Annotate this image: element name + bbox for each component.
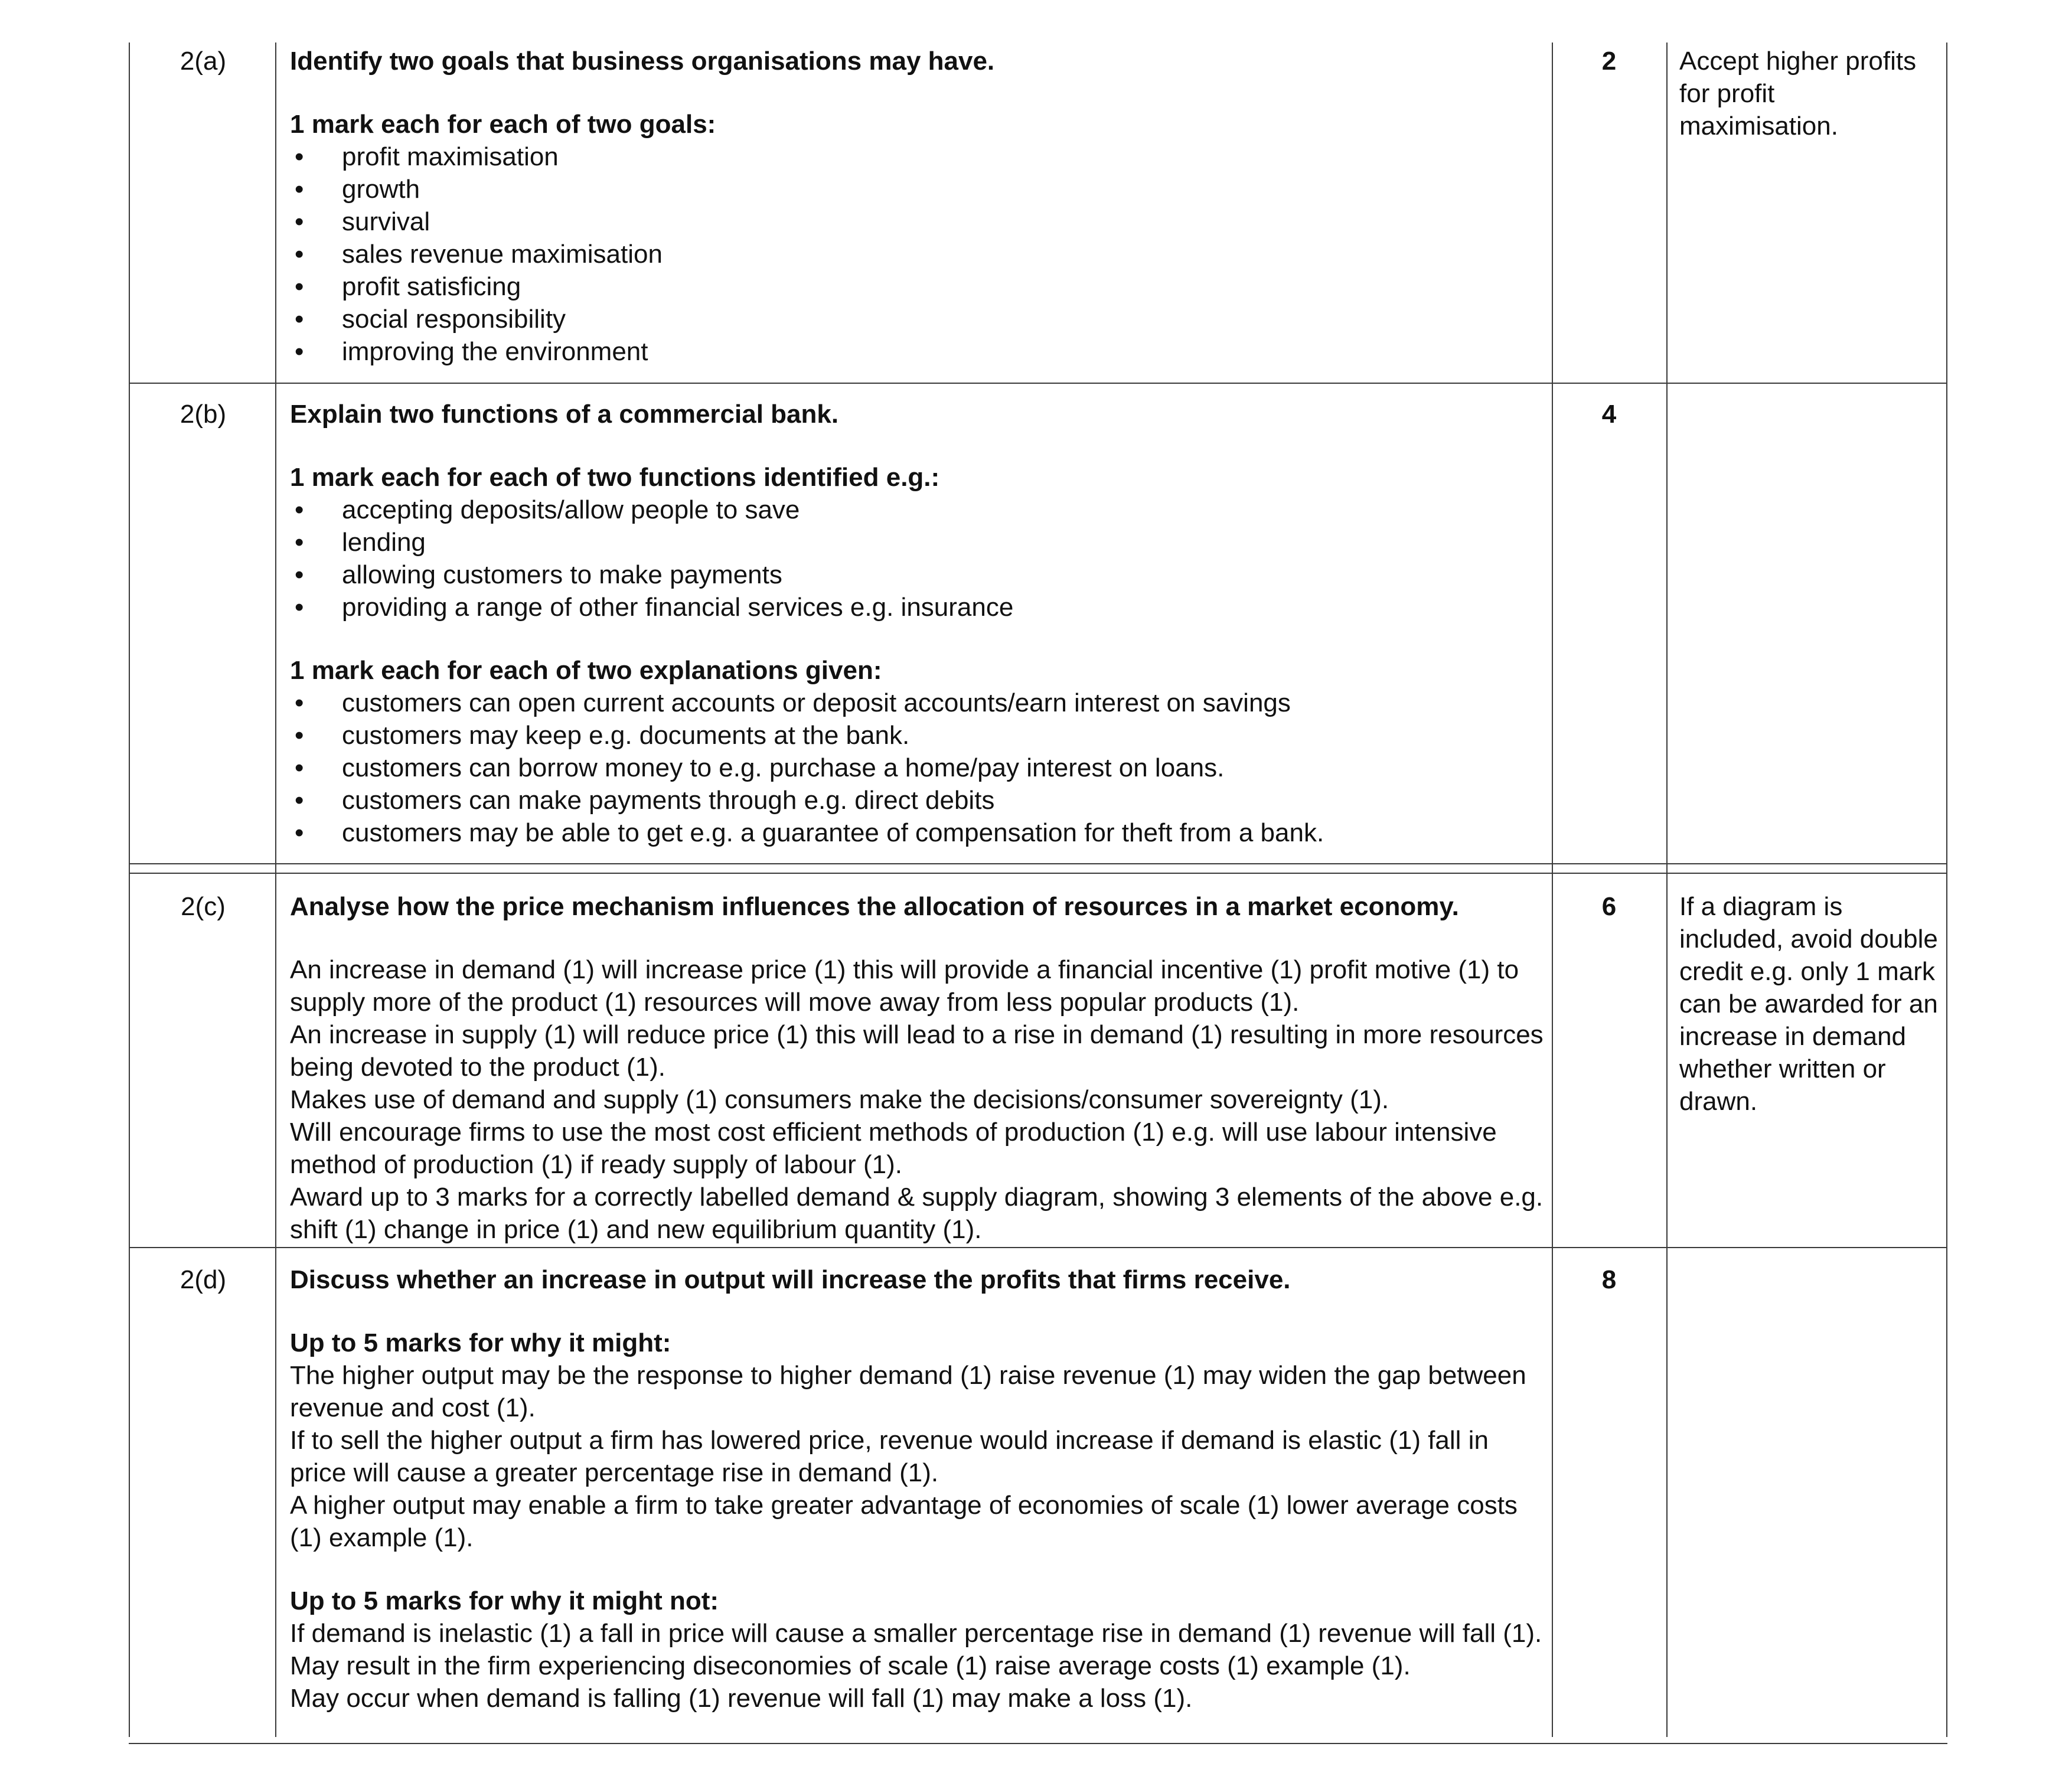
- question-title: Identify two goals that business organisations may have.: [290, 47, 995, 76]
- question-title: Explain two functions of a commercial bank.: [290, 400, 839, 429]
- list-item: • profit satisficing: [290, 270, 1542, 303]
- marks-value: 4: [1601, 400, 1617, 429]
- section-heading: 1 mark each for each of two explanations given:: [290, 656, 882, 685]
- answer-paragraph: If to sell the higher output a firm has lowered price, revenue would increase if demand is elastic (1) fall in price will cause a greater percentage rise in demand (1).: [290, 1426, 1489, 1487]
- question-number: 2(c): [181, 892, 226, 921]
- list-item: • customers can open current accounts or deposit accounts/earn interest on savings: [290, 687, 1542, 719]
- guidance-note: Accept higher profits for profit maximisation.: [1679, 47, 1917, 141]
- table-divider-marks: [1666, 43, 1668, 1737]
- row-divider-bc-bottom: [129, 873, 1947, 874]
- answer-paragraph: May occur when demand is falling (1) revenue will fall (1) may make a loss (1).: [290, 1684, 1193, 1713]
- answer-paragraph: An increase in supply (1) will reduce price (1) this will lead to a rise in demand (1) resulting in more resources being devoted to the product (1).: [290, 1020, 1544, 1082]
- question-title: Analyse how the price mechanism influences the allocation of resources in a market economy.: [290, 892, 1459, 921]
- answer-paragraph: A higher output may enable a firm to take greater advantage of economies of scale (1) lower average costs (1) example (1).: [290, 1491, 1518, 1552]
- list-item: • survival: [290, 205, 1542, 238]
- bullet-list: [290, 141, 1542, 368]
- answer-paragraph: May result in the firm experiencing diseconomies of scale (1) raise average costs (1) example (1).: [290, 1651, 1411, 1680]
- section-heading: Up to 5 marks for why it might not:: [290, 1586, 719, 1615]
- list-item: • allowing customers to make payments: [290, 559, 1542, 591]
- list-item: • profit maximisation: [290, 141, 1542, 173]
- section-heading: Up to 5 marks for why it might:: [290, 1328, 671, 1357]
- question-number: 2(a): [180, 47, 227, 76]
- guidance-note: If a diagram is included, avoid double credit e.g. only 1 mark can be awarded for an increase in demand whether written or drawn.: [1679, 892, 1938, 1116]
- list-item: • improving the environment: [290, 335, 1542, 368]
- question-number: 2(d): [180, 1265, 227, 1294]
- list-item: • sales revenue maximisation: [290, 238, 1542, 270]
- answer-cell: [290, 890, 1545, 1246]
- answer-cell: [290, 1263, 1545, 1715]
- marks-value: 6: [1601, 892, 1617, 921]
- list-item: • providing a range of other financial services e.g. insurance: [290, 591, 1542, 623]
- section-heading: 1 mark each for each of two goals:: [290, 110, 716, 139]
- row-divider-cd: [129, 1247, 1947, 1248]
- answer-paragraph: Award up to 3 marks for a correctly labelled demand & supply diagram, showing 3 elements of the above e.g. shift (1) change in price (1) and new equilibrium quantity (1).: [290, 1183, 1544, 1244]
- table-border-right: [1946, 43, 1947, 1737]
- answer-paragraph: If demand is inelastic (1) a fall in price will cause a smaller percentage rise in demand (1) revenue will fall (1).: [290, 1619, 1542, 1648]
- section-heading: 1 mark each for each of two functions identified e.g.:: [290, 463, 940, 492]
- list-item: • customers may keep e.g. documents at the bank.: [290, 719, 1542, 752]
- list-item: • lending: [290, 526, 1542, 559]
- answer-paragraph: The higher output may be the response to higher demand (1) raise revenue (1) may widen the gap between revenue and cost (1).: [290, 1361, 1526, 1422]
- list-item: • social responsibility: [290, 303, 1542, 335]
- question-title: Discuss whether an increase in output will increase the profits that firms receive.: [290, 1265, 1291, 1294]
- answer-paragraph: Will encourage firms to use the most cost efficient methods of production (1) e.g. will use labour intensive method of production (1) if ready supply of labour (1).: [290, 1118, 1497, 1179]
- table-divider-answer: [1552, 43, 1553, 1737]
- list-item: • customers can borrow money to e.g. purchase a home/pay interest on loans.: [290, 752, 1542, 784]
- question-number: 2(b): [180, 400, 227, 429]
- list-item: • growth: [290, 173, 1542, 205]
- answer-cell: [290, 45, 1542, 368]
- bullet-list: [290, 687, 1542, 849]
- row-divider-bc-top: [129, 863, 1947, 864]
- table-border-bottom: [129, 1743, 1947, 1744]
- answer-paragraph: An increase in demand (1) will increase price (1) this will provide a financial incentive (1) profit motive (1) to supply more of the product (1) resources will move away from less popular products (1).: [290, 955, 1519, 1017]
- list-item: • customers can make payments through e.g. direct debits: [290, 784, 1542, 817]
- list-item: • customers may be able to get e.g. a guarantee of compensation for theft from a bank.: [290, 817, 1542, 849]
- list-item: • accepting deposits/allow people to save: [290, 494, 1542, 526]
- bullet-list: [290, 494, 1542, 623]
- marks-value: 2: [1601, 47, 1617, 76]
- table-divider-question: [275, 43, 276, 1737]
- marks-value: 8: [1601, 1265, 1617, 1294]
- answer-paragraph: Makes use of demand and supply (1) consumers make the decisions/consumer sovereignty (1).: [290, 1085, 1389, 1114]
- answer-cell: [290, 398, 1542, 849]
- row-divider-ab: [129, 383, 1947, 384]
- table-border-left: [129, 43, 130, 1737]
